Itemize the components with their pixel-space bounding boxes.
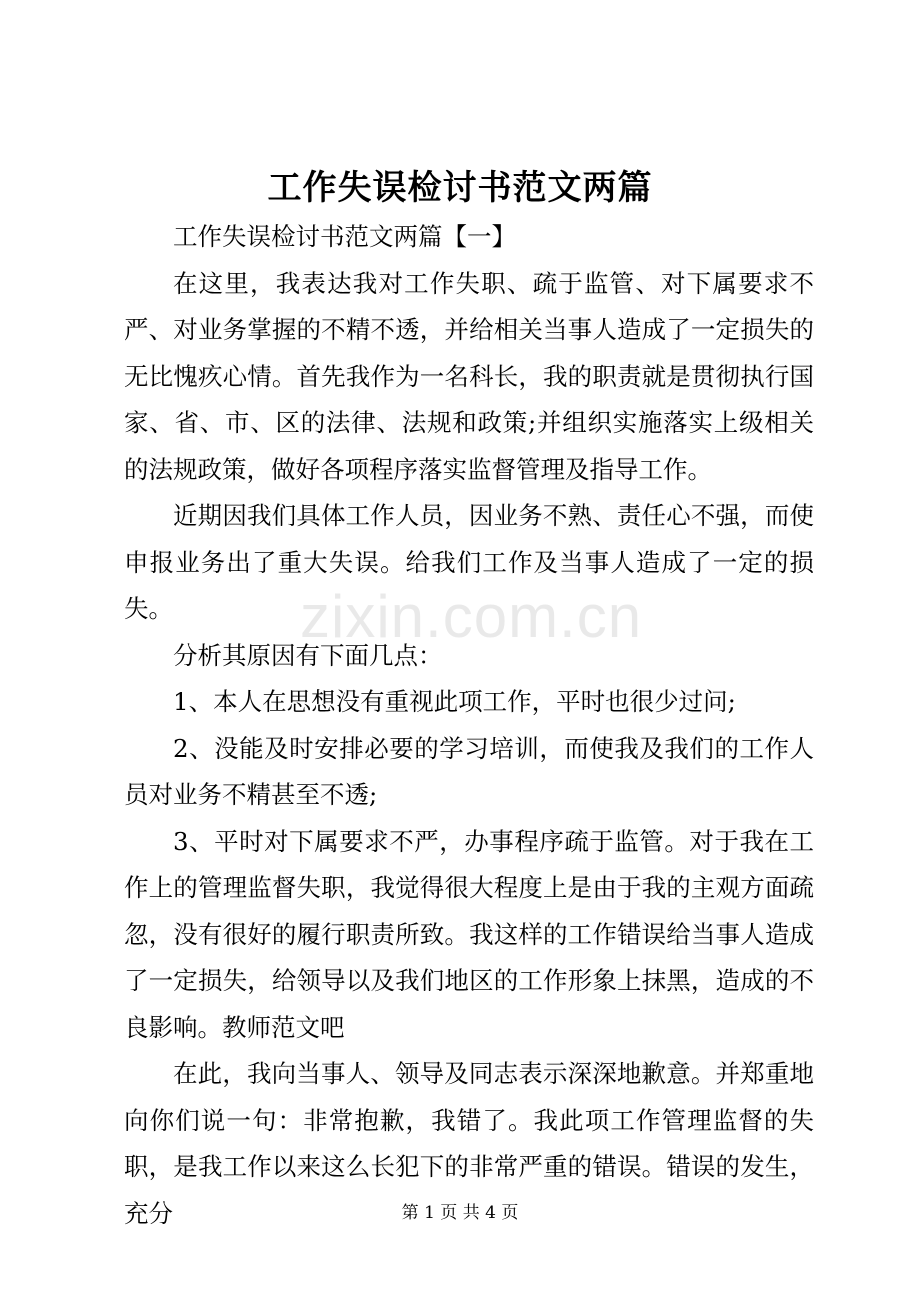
paragraph: 1、本人在思想没有重视此项工作，平时也很少过问; [173, 687, 736, 716]
paragraph: 分析其原因有下面几点： [173, 640, 443, 670]
paragraph-heading: 工作失误检讨书范文两篇【一】 [173, 222, 516, 251]
paragraph: 在这里，我表达我对工作失职、疏于监管、对下属要求不严、对业务掌握的不精不透，并给相关当事人造成了一定损失的无比愧疚心情。首先我作为一名科长，我的职责就是贯彻执行国家、省、市、区的法律、法规和政策;并组织实施落实上级相关的法规政策，做好各项程序落实监督管理及指导工作。 [124, 268, 814, 484]
paragraph: 2、没能及时安排必要的学习培训，而使我及我们的工作人员对业务不精甚至不透; [124, 733, 814, 809]
paragraph: 在此，我向当事人、领导及同志表示深深地歉意。并郑重地向你们说一句：非常抱歉，我错了。我此项工作管理监督的失职，是我工作以来这么长犯下的非常严重的错误。错误的发生，充分 [124, 1059, 814, 1228]
document-body [124, 214, 814, 1237]
watermark: zixin.com.cn [300, 583, 643, 650]
paragraph: 3、平时对下属要求不严，办事程序疏于监管。对于我在工作上的管理监督失职，我觉得很大程度上是由于我的主观方面疏忽，没有很好的履行职责所致。我这样的工作错误给当事人造成了一定损失，给领导以及我们地区的工作形象上抹黑，造成的不良影响。教师范文吧 [124, 826, 814, 1042]
page-footer: 第 1 页 共 4 页 [401, 1203, 519, 1223]
document-title: 工作失误检讨书范文两篇 [267, 168, 653, 208]
paragraph: 近期因我们具体工作人员，因业务不熟、责任心不强，而使申报业务出了重大失误。给我们工作及当事人造成了一定的损失。 [124, 501, 814, 623]
